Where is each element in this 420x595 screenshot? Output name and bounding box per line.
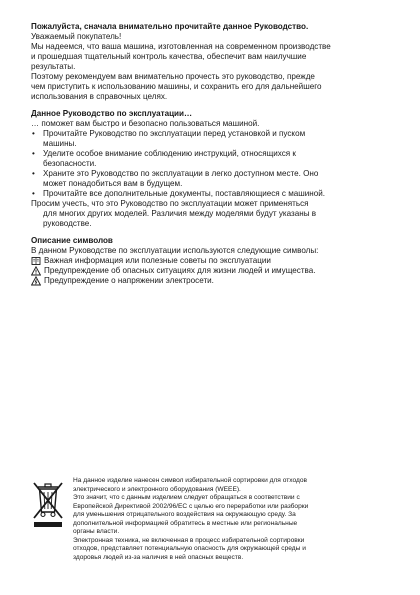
symbol-text: Предупреждение об опасных ситуациях для жизни людей и имущества. (44, 266, 316, 275)
bullet-dot: • (32, 129, 35, 138)
info-book-icon (31, 256, 41, 266)
manual-lead: … поможет вам быстро и безопасно пользоваться машиной. (31, 119, 260, 128)
symbol-text: Важная информация или полезные советы по эксплуатации (44, 256, 271, 265)
bullet-line: Прочитайте все дополнительные документы, поставляющиеся с машиной. (43, 189, 326, 198)
intro-line: результаты. (31, 62, 76, 71)
manual-section (31, 109, 391, 229)
bullet-line: безопасности. (43, 159, 97, 168)
bullet-dot: • (32, 189, 35, 198)
electric-warning-icon (31, 276, 41, 286)
weee-text (73, 477, 391, 562)
bullet-item (31, 189, 391, 199)
bullet-dot: • (32, 149, 35, 158)
symbols-lead: В данном Руководстве по эксплуатации используются следующие символы: (31, 246, 319, 255)
bullet-dot: • (32, 169, 35, 178)
intro-line: чем приступить к использованию машины, и сохранить его для дальнейшего (31, 82, 322, 91)
weee-line: На данное изделие нанесен символ избирательной сортировки для отходов (73, 477, 307, 484)
bullet-line: машины. (43, 139, 77, 148)
warning-triangle-icon (31, 266, 41, 276)
weee-line: Электронная техника, не включенная в процесс избирательной сортировки (73, 536, 305, 544)
intro-heading: Пожалуйста, сначала внимательно прочитайте данное Руководство. (31, 22, 309, 31)
bullet-item (31, 149, 391, 169)
manual-heading: Данное Руководство по эксплуатации… (31, 109, 193, 118)
intro-line: использования в справочных целях. (31, 92, 168, 101)
symbol-row (31, 266, 391, 276)
symbol-row (31, 276, 391, 286)
weee-line: для уменьшения отрицательного воздействия на окружающую среду. За (73, 511, 296, 518)
weee-line: электрического и электронного оборудования (WEEE). (73, 485, 241, 493)
weee-line: органы власти. (73, 528, 120, 535)
weee-line: здоровья людей из-за наличия в ней опасных веществ. (73, 553, 244, 561)
manual-page (31, 22, 391, 286)
manual-closing: Просим учесть, что это Руководство по эксплуатации может применяться (31, 199, 309, 208)
bullet-line: Прочитайте Руководство по эксплуатации перед установкой и пуском (43, 129, 306, 138)
manual-bullet-list (31, 129, 391, 199)
weee-line: Европейской Директивой 2002/96/EC с целью его переработки или разборки (73, 502, 309, 510)
intro-line: Поэтому рекомендуем вам внимательно прочесть это руководство, прежде (31, 72, 315, 81)
symbol-text: Предупреждение о напряжении электросети. (44, 276, 214, 285)
intro-line: Уважаемый покупатель! (31, 32, 122, 41)
symbols-section (31, 236, 391, 286)
symbols-heading: Описание символов (31, 236, 113, 245)
crossed-out-bin-icon (31, 479, 67, 529)
intro-line: и прошедшая тщательный контроль качества, обеспечит вам наилучшие (31, 52, 307, 61)
bullet-line: Уделите особое внимание соблюдению инструкций, относящихся к (43, 149, 296, 158)
weee-line: отходов, представляет потенциальную опасность для окружающей среды и (73, 545, 306, 552)
weee-line: дополнительной информацией обратитесь в местные или региональные (73, 519, 298, 527)
bullet-item (31, 169, 391, 189)
manual-closing: для многих других моделей. Различия между моделями будут указаны в (43, 209, 317, 218)
bullet-item (31, 129, 391, 149)
intro-line: Мы надеемся, что ваша машина, изготовленная на современном производстве (31, 42, 331, 51)
bullet-line: может понадобиться вам в будущем. (43, 179, 183, 188)
symbol-row (31, 256, 391, 266)
manual-closing: руководстве. (43, 219, 92, 228)
intro-section (31, 22, 391, 102)
weee-line: Это значит, что с данным изделием следует обращаться в соответствии с (73, 494, 300, 501)
bullet-line: Храните это Руководство по эксплуатации в легко доступном месте. Оно (43, 169, 319, 178)
